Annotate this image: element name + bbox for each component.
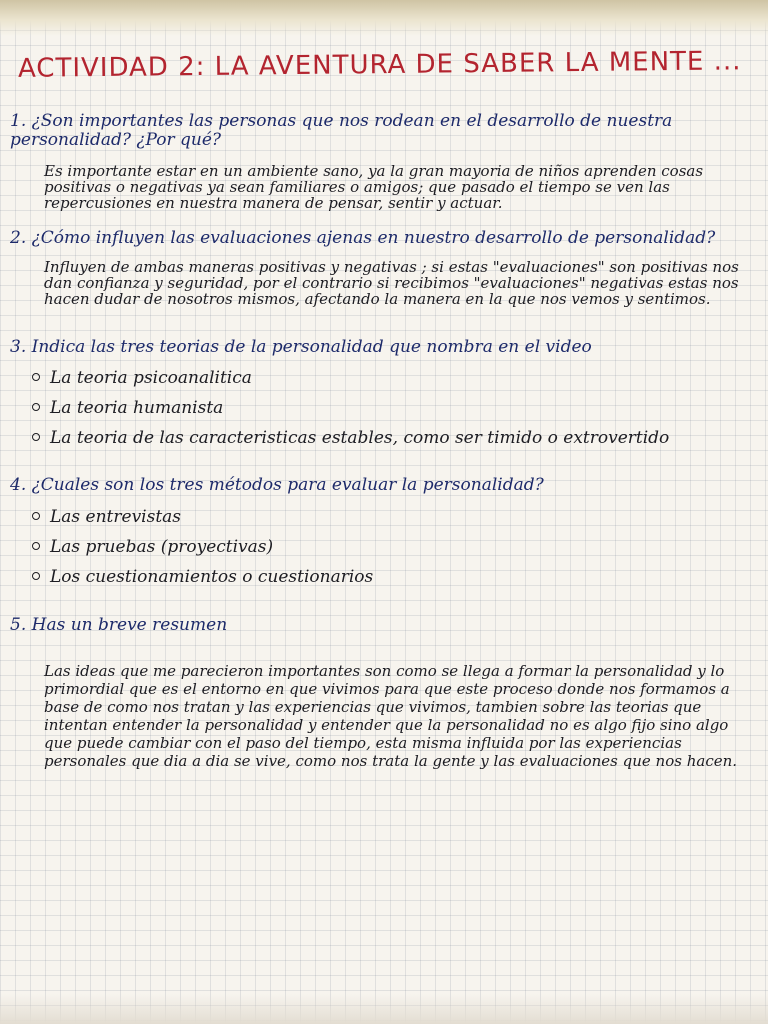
bullet-text: Las entrevistas (50, 507, 182, 527)
question-1: 1. ¿Son importantes las personas que nos rodean en el desarrollo de nuestra personalidad? ¿Por qué? (10, 111, 673, 150)
list-item (32, 537, 752, 557)
question-3: 3. Indica las tres teorias de la personalidad que nombra en el video (10, 337, 592, 357)
list-item (32, 567, 752, 587)
list-item (32, 428, 752, 448)
bullet-icon (32, 572, 40, 580)
bullet-text: La teoria psicoanalitica (50, 368, 252, 388)
question-5: 5. Has un breve resumen (10, 615, 228, 635)
page-title: ACTIVIDAD 2: LA AVENTURA DE SABER LA MENTE ... (17, 46, 742, 84)
bullet-icon (32, 433, 40, 441)
question-2: 2. ¿Cómo influyen las evaluaciones ajenas en nuestro desarrollo de personalidad? (10, 228, 716, 248)
bullet-text: Las pruebas (proyectivas) (50, 537, 274, 557)
answer-2: Influyen de ambas maneras positivas y negativas ; si estas "evaluaciones" son positivas nos dan confianza y seguridad, por el contrario si recibimos "evaluaciones" negativas estas nos hacen dudar de nosotros mismos, afectando la manera en la que nos vemos y sentimos. (44, 258, 739, 308)
page-bottom-edge (0, 994, 768, 1024)
answer-5: Las ideas que me parecieron importantes son como se llega a formar la personalidad y lo primordial que es el entorno en que vivimos para que este proceso donde nos formamos a base de como nos tratan y las experiencias que vivimos, tambien sobre las teorias que intentan entender la personalidad y entender que la personalidad no es algo fijo sino algo que puede cambiar con el paso del tiempo, esta misma influida por las experiencias personales que dia a dia se vive, como nos trata la gente y las evaluaciones que nos hacen. (44, 662, 738, 770)
bullet-icon (32, 373, 40, 381)
list-item (32, 398, 752, 418)
answer-1: Es importante estar en un ambiente sano, ya la gran mayoria de niños aprenden cosas positivas o negativas ya sean familiares o amigos; que pasado el tiempo se ven las repercusiones en nuestra manera de pensar, sentir y actuar. (44, 162, 704, 212)
bullet-icon (32, 542, 40, 550)
page-top-edge (0, 0, 768, 36)
list-item (32, 507, 752, 527)
question-4: 4. ¿Cuales son los tres métodos para evaluar la personalidad? (10, 475, 544, 495)
bullet-text: Los cuestionamientos o cuestionarios (50, 567, 374, 587)
bullet-text: La teoria humanista (50, 398, 224, 418)
bullet-icon (32, 512, 40, 520)
list-item (32, 368, 752, 388)
bullet-text: La teoria de las caracteristicas estables, como ser timido o extrovertido (50, 428, 670, 448)
bullet-icon (32, 403, 40, 411)
